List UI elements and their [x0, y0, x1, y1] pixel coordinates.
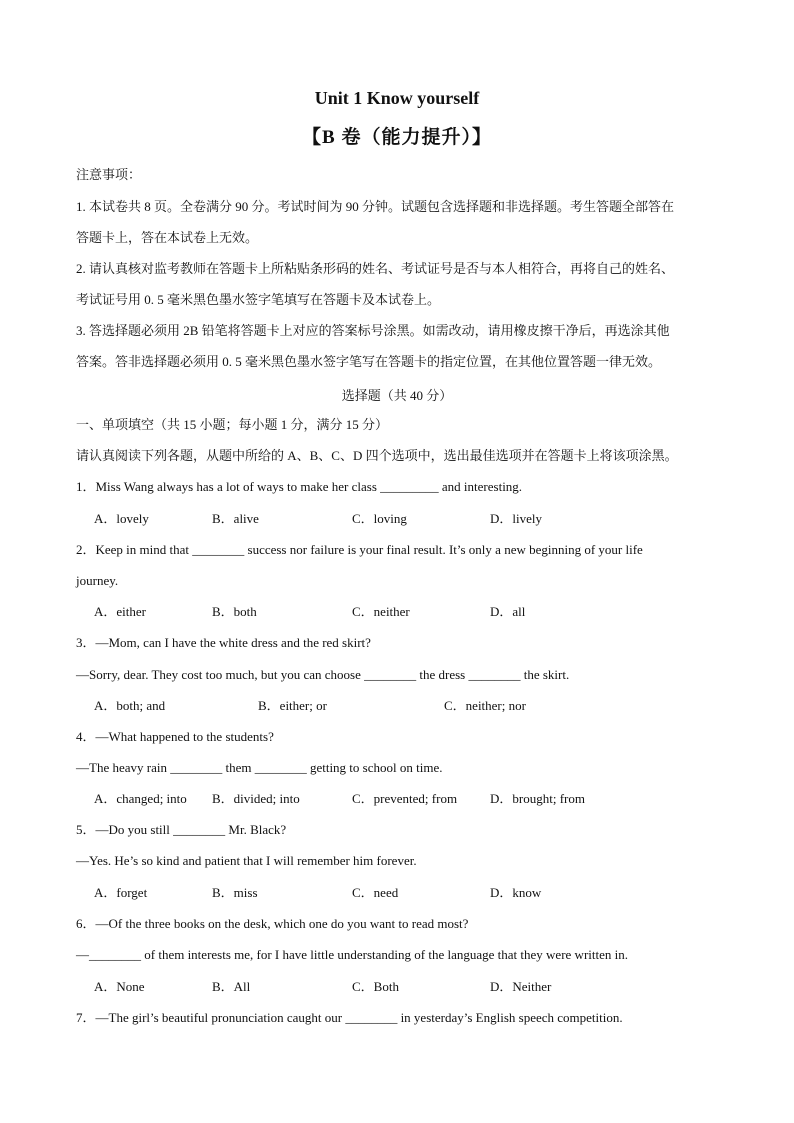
option-b: B．All: [212, 979, 251, 994]
option-d: D．all: [490, 604, 526, 619]
question-stem: —The heavy rain ________ them ________ getting to school on time.: [76, 760, 443, 775]
notice-line: 3. 答选择题必须用 2B 铅笔将答题卡上对应的答案标号涂黑。如需改动，请用橡皮擦干净后，再选涂其他: [76, 323, 670, 338]
option-c: C．need: [352, 885, 399, 900]
option-c: C．neither; nor: [444, 698, 526, 713]
notice-line: 2. 请认真核对监考教师在答题卡上所粘贴条形码的姓名、考试证号是否与本人相符合，再将自己的姓名、: [76, 261, 675, 276]
part-instruction: 请认真阅读下列各题，从题中所给的 A、B、C、D 四个选项中，选出最佳选项并在答题卡上将该项涂黑。: [76, 448, 678, 463]
option-a: A．both; and: [94, 698, 166, 713]
option-b: B．miss: [212, 885, 258, 900]
option-a: A．lovely: [94, 511, 149, 526]
option-c: C．neither: [352, 604, 410, 619]
question-stem: 4．—What happened to the students?: [76, 729, 274, 744]
option-c: C．Both: [352, 979, 399, 994]
option-d: D．Neither: [490, 979, 552, 994]
option-a: A．forget: [94, 885, 148, 900]
option-d: D．know: [490, 885, 542, 900]
section-title: 选择题（共 40 分）: [341, 388, 453, 403]
notice-line: 答案。答非选择题必须用 0. 5 毫米黑色墨水签字笔写在答题卡的指定位置，在其他位置答题一律无效。: [76, 354, 662, 369]
option-a: A．None: [94, 979, 145, 994]
question-stem: 6．—Of the three books on the desk, which one do you want to read most?: [76, 916, 469, 931]
option-d: D．lively: [490, 511, 542, 526]
option-b: B．either; or: [258, 698, 327, 713]
option-b: B．both: [212, 604, 257, 619]
option-c: C．prevented; from: [352, 791, 458, 806]
question-stem: —Yes. He’s so kind and patient that I will remember him forever.: [76, 853, 417, 868]
notice-line: 考试证号用 0. 5 毫米黑色墨水签字笔填写在答题卡及本试卷上。: [76, 292, 441, 307]
question-stem: journey.: [76, 573, 119, 588]
question-stem: 5．—Do you still ________ Mr. Black?: [76, 822, 287, 837]
notice-line: 1. 本试卷共 8 页。全卷满分 90 分。考试时间为 90 分钟。试题包含选择题和非选择题。考生答题全部答在: [76, 199, 675, 214]
document-title: Unit 1 Know yourself: [314, 88, 480, 108]
option-a: A．changed; into: [94, 791, 187, 806]
question-stem: 7．—The girl’s beautiful pronunciation caught our ________ in yesterday’s English speech competition.: [76, 1010, 623, 1025]
question-stem: 3．—Mom, can I have the white dress and the red skirt?: [76, 635, 371, 650]
document-subtitle: 【B 卷（能力提升）】: [302, 127, 492, 148]
notice-heading: 注意事项：: [76, 167, 142, 182]
option-b: B．alive: [212, 511, 259, 526]
question-stem: —________ of them interests me, for I have little understanding of the language that they were written in.: [76, 947, 628, 962]
part-heading: 一、单项填空（共 15 小题；每小题 1 分，满分 15 分）: [76, 417, 389, 432]
question-stem: 1．Miss Wang always has a lot of ways to make her class _________ and interesting.: [76, 479, 523, 494]
question-stem: 2．Keep in mind that ________ success nor failure is your final result. It’s only a new beginning of your life: [76, 542, 643, 557]
option-b: B．divided; into: [212, 791, 300, 806]
option-a: A．either: [94, 604, 146, 619]
question-stem: —Sorry, dear. They cost too much, but you can choose ________ the dress ________ the skirt.: [76, 667, 570, 682]
notice-line: 答题卡上，答在本试卷上无效。: [76, 230, 259, 245]
option-d: D．brought; from: [490, 791, 585, 806]
option-c: C．loving: [352, 511, 407, 526]
